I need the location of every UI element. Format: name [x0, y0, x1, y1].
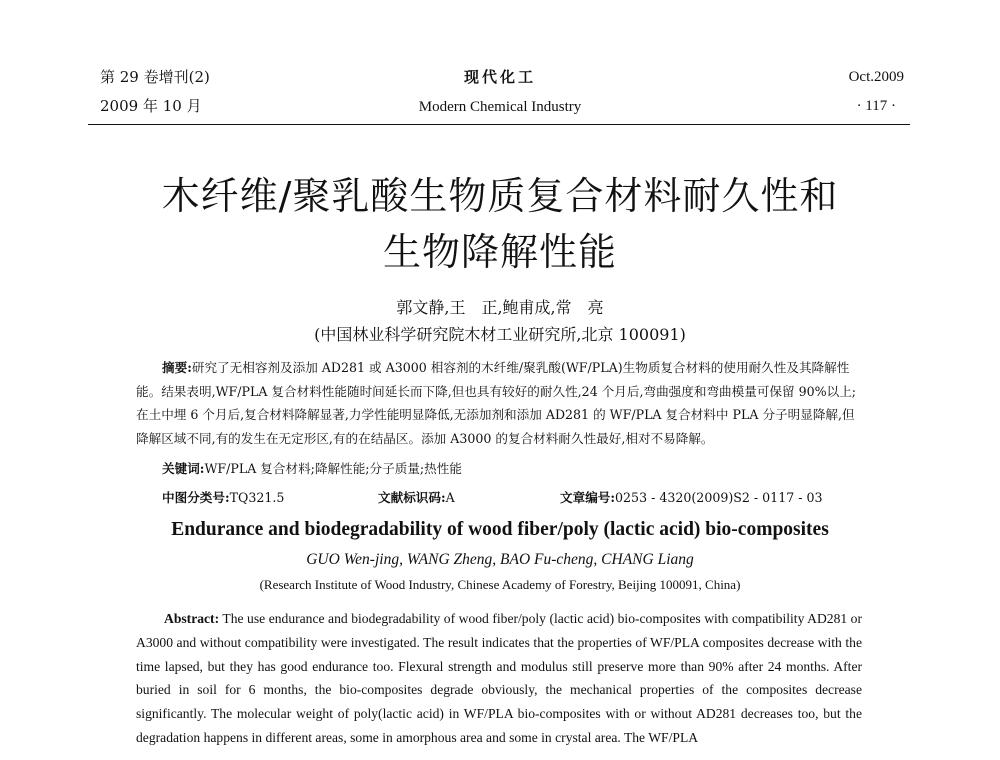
journal-name-cn: 现代化工 [463, 68, 536, 86]
issue-date-en: Oct.2009 [848, 69, 904, 85]
journal-name-en: Modern Chemical Industry [418, 99, 582, 115]
article-number [560, 487, 823, 506]
authors-en: GUO Wen-jing, WANG Zheng, BAO Fu-cheng, CHANG Liang [306, 551, 694, 568]
clc-label: 中图分类号: [162, 490, 230, 505]
document-code [378, 487, 455, 506]
title-cn-line2: 生物降解性能 [382, 230, 617, 274]
abstract-cn [136, 356, 862, 450]
abstract-en [136, 607, 862, 750]
article-number-label: 文章编号: [560, 490, 616, 505]
keywords-cn-text: WF/PLA 复合材料;降解性能;分子质量;热性能 [204, 461, 462, 476]
keywords-cn-label: 关键词: [162, 461, 205, 476]
abstract-en-text: The use endurance and biodegradability of wood fiber/poly (lactic acid) bio-composites with compatibility AD281 or A3000 and without compatibility were investigated. The result indicates that the properties of WF/PLA composites decrease with the time lapsed, but they has good endurance too. Flexural strength and modulus still preserve more than 90% after 24 months. After buried in soil for 6 months, the bio-composites degrade obviously, the mechanical properties of the composites decrease significantly. The molecular weight of poly(lactic acid) in WF/PLA bio-composites with or without AD281 decreases too, but the degradation happens in different areas, some in amorphous area and some in crystal area. The WF/PLA [136, 611, 863, 745]
clc-value: TQ321.5 [229, 490, 285, 505]
issue-date-cn: 2009 年 10 月 [100, 97, 202, 115]
article-number-value: 0253 - 4320(2009)S2 - 0117 - 03 [615, 490, 823, 505]
abstract-en-label: Abstract: [164, 611, 220, 626]
keywords-cn [136, 457, 862, 481]
volume-info: 第 29 卷增刊(2) [100, 68, 210, 86]
authors-cn: 郭文静,王 正,鲍甫成,常 亮 [396, 298, 604, 317]
doc-code-value: A [445, 490, 455, 505]
abstract-cn-text: 研究了无相容剂及添加 AD281 或 A3000 相容剂的木纤维/聚乳酸(WF/PLA)生物质复合材料的使用耐久性及其降解性能。结果表明,WF/PLA 复合材料性能随时间延长而下降,但也具有较好的耐久性,24 个月后,弯曲强度和弯曲模量可保留 90%以上;在土中埋 6 个月后,复合材料降解显著,力学性能明显降低,无添加剂和添加 AD281 的 WF/PLA 复合材料中 PLA 分子明显降解,但降解区域不同,有的发生在无定形区,有的在结晶区。添加 A3000 的复合材料耐久性最好,相对不易降解。 [136, 360, 857, 446]
doc-code-label: 文献标识码: [378, 490, 446, 505]
title-en: Endurance and biodegradability of wood fiber/poly (lactic acid) bio-composites [171, 519, 829, 540]
abstract-cn-label: 摘要: [162, 360, 192, 375]
clc-number [162, 487, 284, 506]
header-rule [88, 124, 910, 125]
page-number: · 117 · [856, 98, 896, 114]
title-cn-line1: 木纤维/聚乳酸生物质复合材料耐久性和 [161, 174, 839, 218]
affiliation-en: (Research Institute of Wood Industry, Chinese Academy of Forestry, Beijing 100091, China) [259, 577, 741, 592]
affiliation-cn: (中国林业科学研究院木材工业研究所,北京 100091) [314, 325, 686, 344]
